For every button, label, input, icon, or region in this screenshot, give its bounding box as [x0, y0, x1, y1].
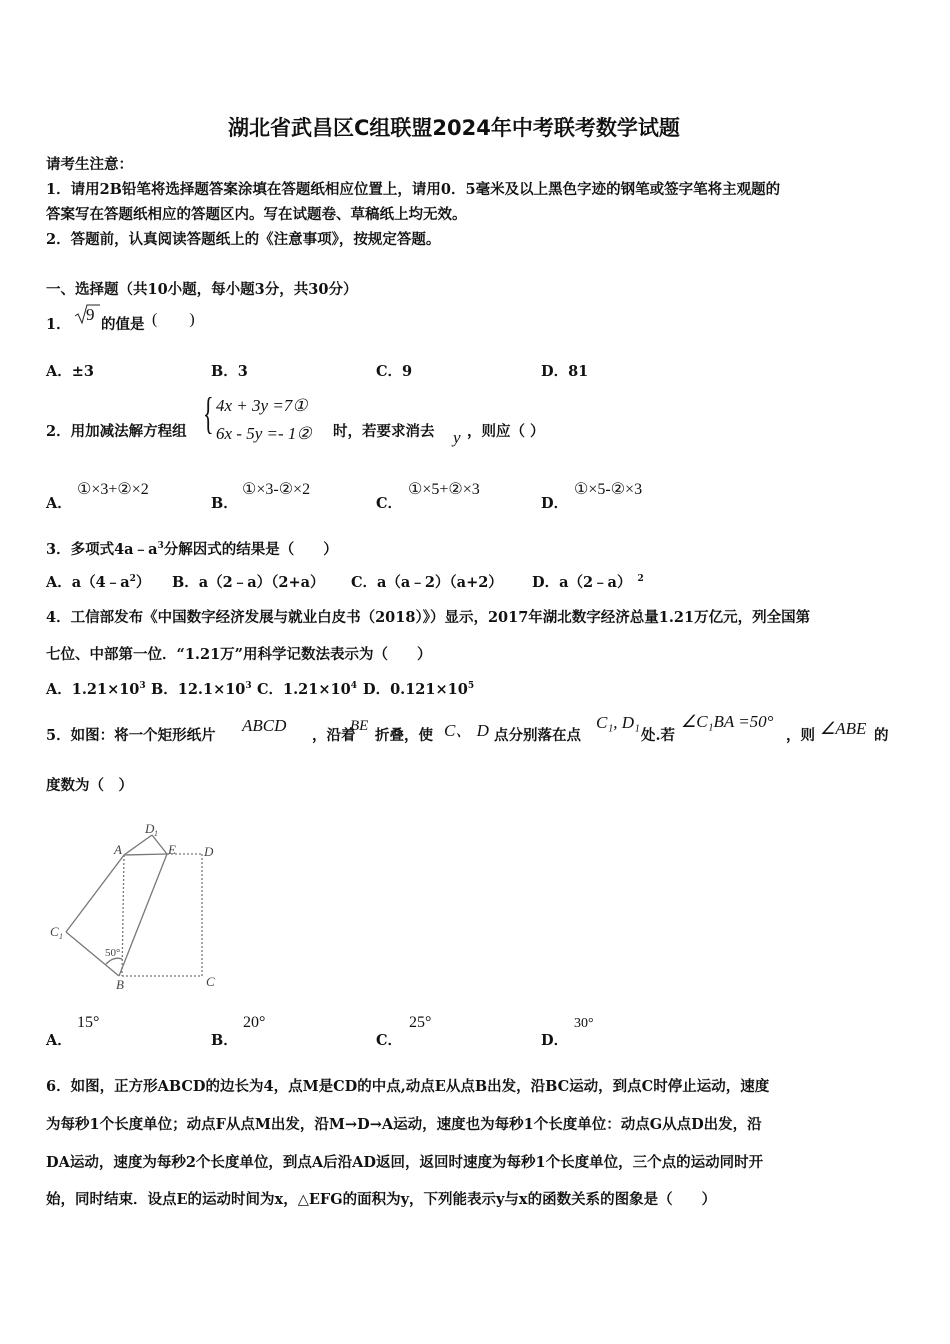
notice-heading: 请考生注意：: [46, 156, 133, 173]
q5-option-a-letter: A．: [46, 1032, 72, 1049]
q5-part-3: 折叠，使: [375, 727, 433, 744]
q4-option-b: B．$12.1\times 10^3$: [151, 681, 252, 698]
q5-math-angle-abe: ∠ABE: [820, 719, 867, 738]
q1-paren: ( ): [152, 311, 195, 328]
page-title: 湖北省武昌区C组联盟2024年中考联考数学试题: [228, 116, 680, 140]
label-c: C: [206, 974, 215, 989]
q4-line-1: 4．工信部发布《中国数字经济发展与就业白皮书（2018）》）显示，2017年湖北数字经济总量1.21万亿元，列全国第: [46, 609, 811, 626]
segment-a-e: [124, 854, 167, 855]
q5-part-4: 点分别落在点: [494, 727, 581, 744]
notice-line-1: 1．请用2B铅笔将选择题答案涂填在答题纸相应位置上，请用0．5毫米及以上黑色字迹的钢笔或签字笔将主观题的: [46, 181, 781, 198]
q1-option-d: D．81: [541, 363, 589, 380]
q5-part-7: 的: [874, 727, 889, 744]
q1-radicand: 9: [86, 305, 95, 324]
q6-line-3: DA运动，速度为每秒2个长度单位，到点A后沿AD返回，返回时速度为每秒1个长度单位，三个点的运动同时开: [46, 1154, 764, 1171]
q2-prefix: 2．用加减法解方程组: [46, 423, 187, 440]
segment-a-b: [122, 855, 124, 976]
q5-option-b: 20°: [243, 1014, 266, 1031]
q1-text: 的值是: [101, 316, 145, 333]
segment-b-e: [119, 854, 167, 976]
q5-math-cd: C、 D: [444, 721, 489, 740]
segment-c1-a: [66, 855, 124, 932]
q2-option-c-letter: C．: [376, 495, 403, 512]
q2-option-d-letter: D．: [541, 495, 569, 512]
notice-line-2: 2．答题前，认真阅读答题纸上的《注意事项》，按规定答题。: [46, 231, 441, 248]
q5-math-be: BE: [350, 718, 369, 734]
q2-variable: y: [453, 428, 461, 447]
q2-equation-1: 4x + 3y =7①: [216, 396, 308, 415]
q4-option-c: C．$1.21\times 10^4$: [257, 681, 357, 698]
q5-part-1: 5．如图：将一个矩形纸片: [46, 727, 216, 744]
q2-equation-2: 6x - 5y =- 1②: [216, 424, 312, 443]
label-c1-sub: 1: [59, 932, 63, 941]
q6-line-4: 始，同时结束．设点E的运动时间为x，△EFG的面积为y，下列能表示y与x的函数关系的图象是（ ）: [46, 1191, 717, 1208]
q4-option-a: A．$1.21\times 10^3$: [46, 681, 146, 698]
q2-option-b: ①×3-②×2: [242, 481, 311, 498]
q5-option-a: 15°: [77, 1014, 100, 1031]
label-d: D: [204, 844, 214, 859]
q2-suffix: ，则应（ ）: [467, 423, 545, 440]
q1-number: 1．: [46, 316, 71, 333]
notice-line-1b: 答案写在答题纸相应的答题区内。写在试题卷、草稿纸上均无效。: [46, 206, 467, 223]
label-a: A: [114, 842, 122, 857]
q5-part-2: ，沿着: [312, 727, 356, 744]
q5-math-angle-c1ba: ∠C₁BA =50°: [681, 712, 774, 731]
q3-stem: 3．多项式$4a﹣a^3$分解因式的结果是（ ）: [46, 541, 338, 558]
segment-a-d1: [124, 835, 152, 855]
q2-middle: 时，若要求消去: [333, 423, 435, 440]
q5-math-abcd: ABCD: [242, 716, 287, 735]
q1-option-a: A．±3: [46, 363, 94, 380]
label-c1: C: [50, 924, 59, 939]
q3-option-c: C．a（a﹣2）（a+2）: [351, 574, 503, 591]
q2-option-b-letter: B．: [211, 495, 238, 512]
q2-option-a: ①×3+②×2: [77, 481, 149, 498]
q4-line-2: 七位、中部第一位．“1.21万”用科学记数法表示为（ ）: [46, 646, 432, 663]
fold-figure: [44, 818, 234, 998]
q2-option-d: ①×5-②×3: [574, 481, 643, 498]
q1-option-b: B．3: [211, 363, 248, 380]
section-heading: 一、选择题（共10小题，每小题3分，共30分）: [46, 281, 358, 298]
q6-line-1: 6．如图，正方形ABCD的边长为4，点M是CD的中点,动点E从点B出发，沿BC运动，到点C时停止运动，速度: [46, 1078, 770, 1095]
angle-arc: [106, 958, 122, 964]
q5-option-c-letter: C．: [376, 1032, 403, 1049]
q5-option-b-letter: B．: [211, 1032, 238, 1049]
label-d1: D: [145, 821, 155, 836]
system-brace: {: [203, 389, 214, 438]
q3-option-a: A．$a(4﹣a^2)$: [46, 574, 151, 591]
q2-option-c: ①×5+②×3: [408, 481, 480, 498]
q3-option-d: D．a（2﹣a） $^2$: [532, 574, 644, 591]
q5-option-c: 25°: [409, 1014, 432, 1031]
q3-option-b: B．a（2﹣a）（2+a）: [172, 574, 325, 591]
label-e: E: [168, 842, 176, 857]
q1-option-c: C．9: [376, 363, 413, 380]
label-d1-sub: 1: [154, 829, 158, 838]
label-angle: 50°: [105, 947, 121, 959]
q6-line-2: 为每秒1个长度单位；动点F从点M出发，沿M→D→A运动，速度也为每秒1个长度单位：动点G从点D出发，沿: [46, 1116, 762, 1133]
q2-option-a-letter: A．: [46, 495, 72, 512]
q5-part-6: ，则: [786, 727, 815, 744]
q5-line-2: 度数为（ ）: [46, 777, 133, 794]
q5-part-5: 处.若: [641, 727, 676, 744]
q5-option-d-letter: D．: [541, 1032, 569, 1049]
label-b: B: [116, 977, 124, 992]
q5-math-c1d1: C₁, D₁: [596, 713, 640, 732]
q4-option-d: D．$0.121\times 10^5$: [363, 681, 475, 698]
q5-option-d: 30°: [574, 1016, 594, 1031]
